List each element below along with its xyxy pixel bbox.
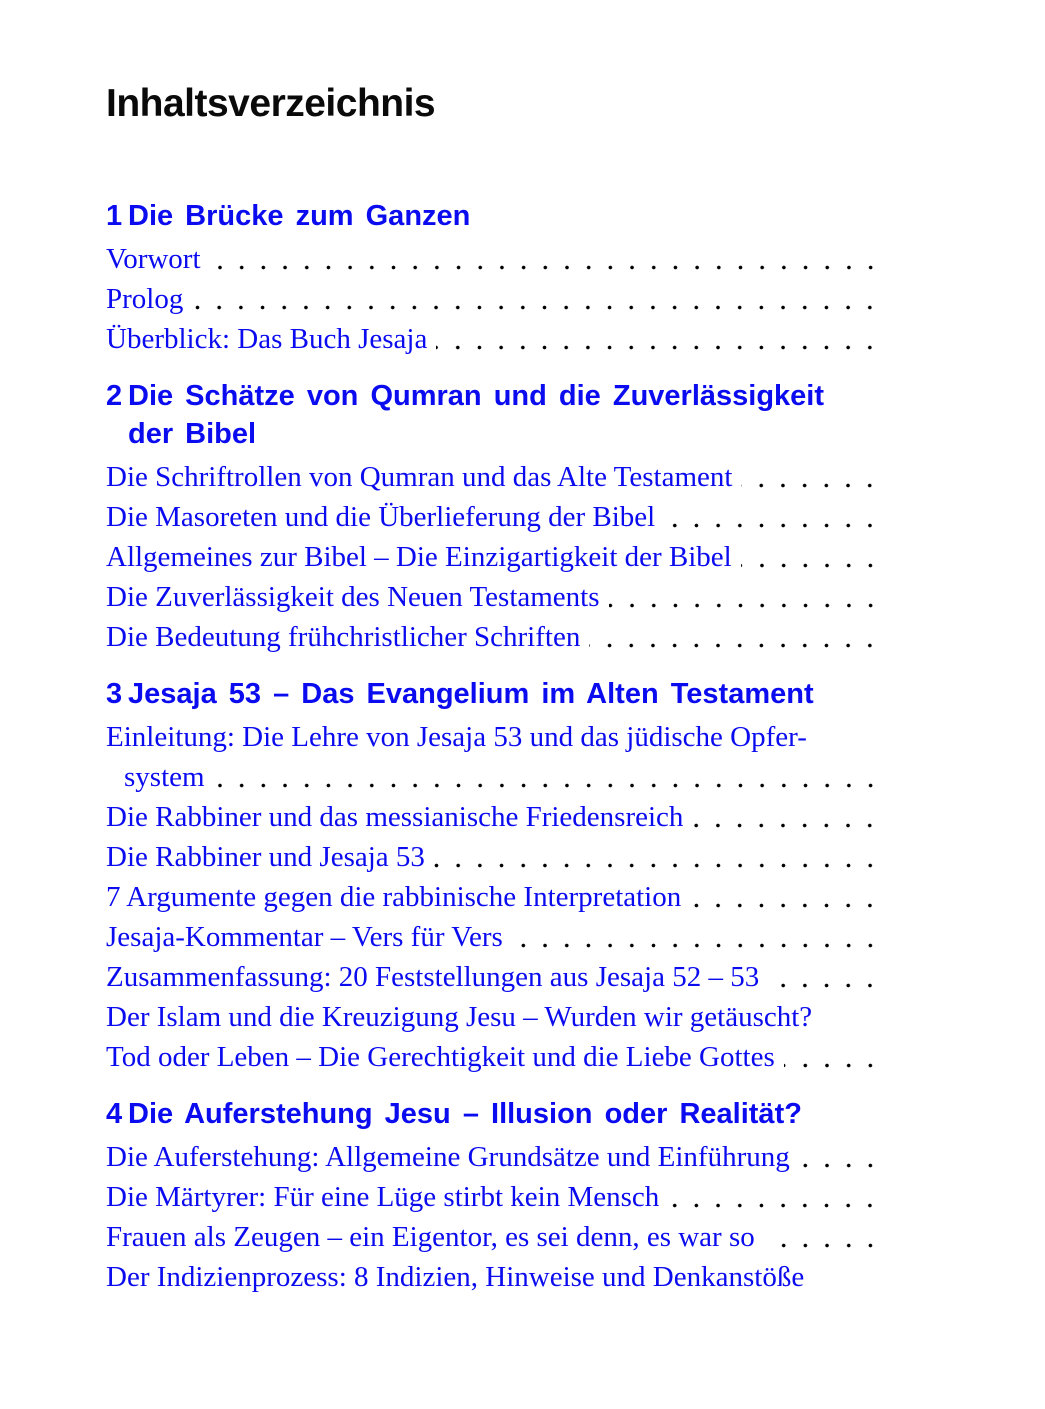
toc-entry-line[interactable] [106,1177,885,1217]
toc-entry-text: Überblick: Das Buch Jesaja [106,323,428,355]
toc-entry-line[interactable] [106,577,885,617]
toc-entry-line[interactable] [106,279,885,319]
toc-entry-line[interactable] [106,617,885,657]
dot-leader [768,957,885,997]
section-title-line: Die Brücke zum Ganzen [128,200,471,232]
toc-section-heading[interactable] [106,675,885,713]
toc-entry-text: Der Indizienprozess: 8 Indizien, Hinweise und Denkanstöße [106,1261,805,1293]
section-title [128,1095,885,1133]
dot-leader [741,537,885,577]
dot-leader [436,319,885,359]
dot-leader [609,577,885,617]
toc-entry-line[interactable] [106,877,885,917]
toc-entry-text: 7 Argumente gegen die rabbinische Interpretation [106,881,682,913]
toc-entry-line[interactable] [106,497,885,537]
toc-entry-line[interactable] [106,957,885,997]
toc-entry-line[interactable] [106,319,885,359]
toc-entry-line[interactable] [106,1217,885,1257]
section-title-line: der Bibel [128,418,257,450]
toc-entry-line[interactable] [106,1257,885,1297]
section-title-line: Die Auferstehung Jesu – Illusion oder Realität? [128,1098,802,1130]
section-number: 4 [106,1098,123,1130]
section-title-line: Jesaja 53 – Das Evangelium im Alten Testament [128,678,814,710]
section-title [128,197,885,235]
dot-leader [192,279,885,319]
section-title [128,675,885,713]
toc-entry-text: Die Rabbiner und Jesaja 53 [106,841,425,873]
toc-entry-text: Zusammenfassung: 20 Feststellungen aus Jesaja 52 – 53 [106,961,760,993]
toc-entry-line[interactable] [106,837,885,877]
dot-leader [214,757,885,797]
toc-entry-text: Die Bedeutung frühchristlicher Schriften [106,621,581,653]
toc-entry-text: Die Masoreten und die Überlieferung der Bibel [106,501,656,533]
toc-entry-text: Prolog [106,283,184,315]
toc-entry-text: Allgemeines zur Bibel – Die Einzigartigkeit der Bibel [106,541,732,573]
dot-leader [764,1217,885,1257]
dot-leader [741,457,885,497]
toc-entry-line[interactable] [106,239,885,279]
toc-entry-text: Die Rabbiner und das messianische Friedensreich [106,801,684,833]
toc-entry-text: Die Märtyrer: Für eine Lüge stirbt kein Mensch [106,1181,660,1213]
toc-section-heading[interactable] [106,1095,885,1133]
toc-entry-text: Die Schriftrollen von Qumran und das Alte Testament [106,461,733,493]
dot-leader [512,917,885,957]
dot-leader [692,797,885,837]
dot-leader [434,837,885,877]
toc-entry-line[interactable] [106,537,885,577]
toc-entry-line[interactable] [106,997,885,1037]
toc-entry-text: system [124,761,205,793]
toc-entry-text: Jesaja-Kommentar – Vers für Vers [106,921,503,953]
dot-leader [799,1137,885,1177]
toc-entry-line[interactable] [106,717,885,757]
toc-entry-line[interactable] [106,1037,885,1077]
toc-section-heading[interactable] [106,197,885,235]
dot-leader [668,1177,885,1217]
dot-leader [664,497,885,537]
toc-entry-text: Tod oder Leben – Die Gerechtigkeit und die Liebe Gottes [106,1041,775,1073]
toc-section-heading[interactable] [106,377,885,453]
toc-entry-line[interactable] [106,797,885,837]
toc-entry-text: Die Zuverlässigkeit des Neuen Testaments [106,581,600,613]
toc-entry-text: Vorwort [106,243,201,275]
section-number: 2 [106,380,123,412]
dot-leader [784,1037,885,1077]
toc-entry-line[interactable] [106,1137,885,1177]
dot-leader [210,239,885,279]
toc-entry-text: Frauen als Zeugen – ein Eigentor, es sei denn, es war so [106,1221,755,1253]
section-title [128,377,885,453]
toc-entry-text: Einleitung: Die Lehre von Jesaja 53 und das jüdische Opfer- [106,721,807,753]
section-number: 3 [106,678,123,710]
toc-entry-text: Der Islam und die Kreuzigung Jesu – Wurden wir getäuscht? [106,1001,813,1033]
toc-entry-line[interactable] [106,917,885,957]
toc [106,197,885,1297]
section-number: 1 [106,200,123,232]
dot-leader [690,877,885,917]
toc-entry-line[interactable] [106,457,885,497]
toc-entry-line[interactable] [106,757,885,797]
section-title-line: Die Schätze von Qumran und die Zuverlässigkeit [128,380,825,412]
page-title: Inhaltsverzeichnis [106,82,436,125]
toc-entry-text: Die Auferstehung: Allgemeine Grundsätze und Einführung [106,1141,790,1173]
dot-leader [589,617,885,657]
